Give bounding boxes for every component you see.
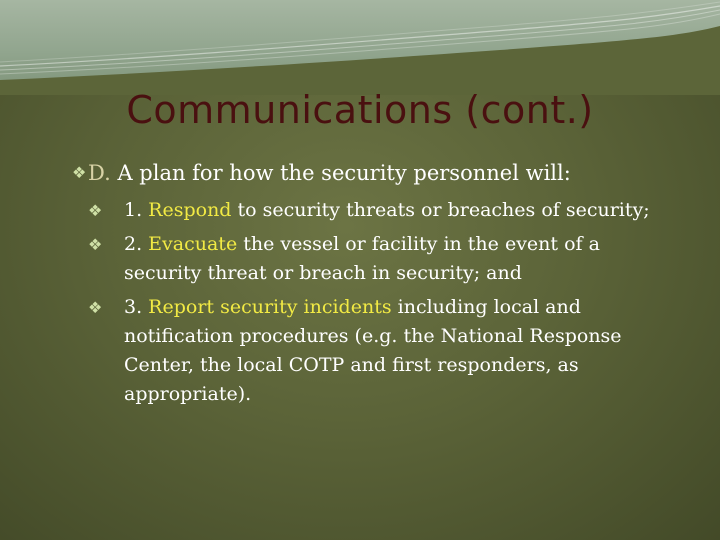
item-d-label: D. bbox=[88, 161, 111, 185]
item-2-highlight: Evacuate bbox=[148, 233, 238, 255]
wave-decoration bbox=[0, 0, 720, 95]
list-item-1 bbox=[72, 196, 682, 225]
item-1-text: to security threats or breaches of security; bbox=[231, 199, 650, 221]
diamond-bullet-icon: ❖ bbox=[72, 163, 87, 182]
item-d-text: A plan for how the security personnel will: bbox=[110, 161, 571, 185]
diamond-bullet-icon: ❖ bbox=[88, 235, 103, 254]
item-3-highlight: Report security incidents bbox=[148, 296, 392, 318]
diamond-bullet-icon: ❖ bbox=[88, 298, 103, 317]
item-2-text: the vessel or facility in the event of a security threat or breach in security; and bbox=[124, 233, 600, 284]
item-1-number: 1. bbox=[124, 199, 149, 221]
slide-title: Communications (cont.) bbox=[126, 88, 594, 132]
diamond-bullet-icon: ❖ bbox=[88, 201, 103, 220]
item-3-number: 3. bbox=[124, 296, 149, 318]
list-item-d bbox=[72, 158, 682, 188]
list-item-3 bbox=[72, 293, 682, 409]
item-3-text: including local and notification procedures (e.g. the National Response Center, the local COTP and first responders, as appropriate). bbox=[124, 296, 622, 405]
item-2-number: 2. bbox=[124, 233, 149, 255]
bullet-list bbox=[72, 158, 682, 414]
decorative-header-band bbox=[0, 0, 720, 95]
list-item-2 bbox=[72, 230, 682, 288]
item-1-highlight: Respond bbox=[148, 199, 232, 221]
